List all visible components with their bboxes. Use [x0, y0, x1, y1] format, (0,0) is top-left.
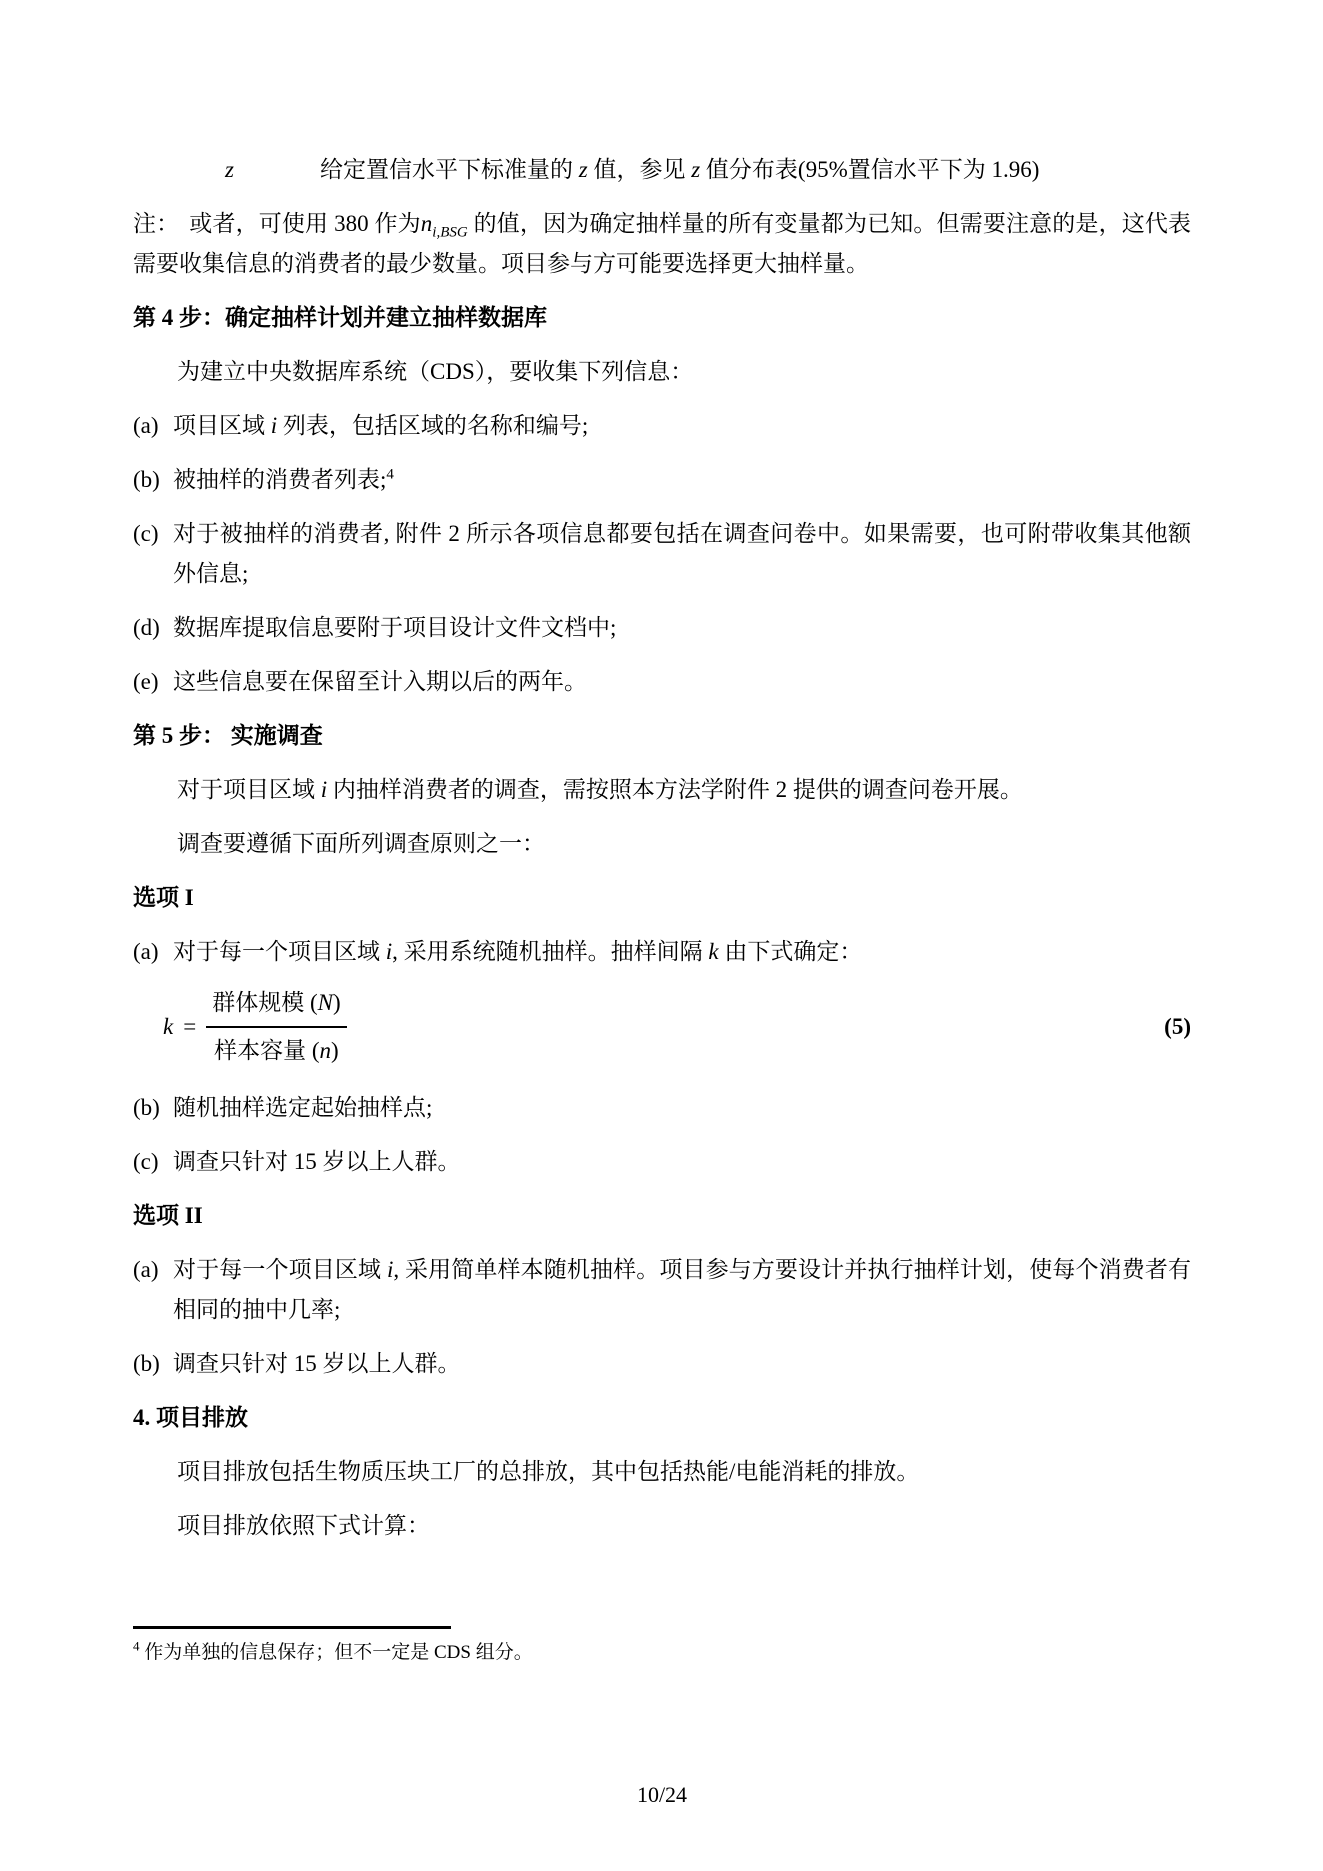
option2-heading: 选项 II: [133, 1203, 203, 1228]
equation-number: (5): [1164, 1014, 1191, 1039]
item-label: (d): [133, 615, 160, 640]
page-content: [133, 150, 1191, 1560]
section4-heading: 4. 项目排放: [133, 1405, 248, 1430]
step4-intro: 为建立中央数据库系统（CDS），要收集下列信息：: [177, 359, 694, 384]
footnote-separator-rule: [133, 1626, 451, 1629]
step5-paragraph-1: 对于项目区域 i 内抽样消费者的调查，需按照本方法学附件 2 提供的调查问卷开展。: [177, 777, 1023, 802]
option1-item-b: (b) 随机抽样选定起始抽样点;: [133, 1088, 1191, 1128]
var-i: i: [386, 1257, 394, 1282]
item-label: (b): [133, 1351, 160, 1376]
definition-text: 给定置信水平下标准量的 z 值，参见 z 值分布表(95%置信水平下为 1.96): [320, 157, 1040, 182]
page-number: 10/24: [636, 1782, 688, 1807]
var-i: i: [385, 939, 393, 964]
list-item-a: (a) 项目区域 i 列表，包括区域的名称和编号;: [133, 406, 1191, 446]
var-n: n: [420, 211, 433, 236]
item-label: (a): [133, 413, 159, 438]
list-item-c: (c) 对于被抽样的消费者, 附件 2 所示各项信息都要包括在调查问卷中。如果需要，也可附带收集其他额外信息;: [133, 514, 1191, 594]
fraction: [206, 986, 346, 1068]
var-z: z: [691, 157, 701, 182]
option1-item-a: (a) 对于每一个项目区域 i, 采用系统随机抽样。抽样间隔 k 由下式确定：: [133, 932, 1191, 972]
footnote-text: $^4$ 作为单独的信息保存；但不一定是 CDS 组分。: [133, 1638, 533, 1663]
option1-heading: 选项 I: [133, 885, 194, 910]
list-item-b: (b) 被抽样的消费者列表;$^4$: [133, 460, 1191, 500]
var-z: z: [578, 157, 588, 182]
note-paragraph: 注： 或者，可使用 380 作为$n_{i,BSG}$ 的值，因为确定抽样量的所有变量都为已知。但需要注意的是，这代表需要收集信息的消费者的最少数量。项目参与方可能要选择更大抽样量。: [133, 211, 1192, 276]
item-label: (e): [133, 669, 159, 694]
item-label: (b): [133, 467, 160, 492]
fraction-denominator: 样本容量 (n): [214, 1038, 339, 1063]
item-label: (b): [133, 1095, 160, 1120]
footnote-marker: 4: [133, 1638, 140, 1654]
section4-paragraph-1: 项目排放包括生物质压块工厂的总排放，其中包括热能/电能消耗的排放。: [177, 1459, 920, 1484]
var-n: n: [319, 1038, 332, 1063]
var-k: k: [708, 939, 719, 964]
section4-paragraph-2: 项目排放依照下式计算：: [177, 1513, 430, 1538]
option2-item-a: (a) 对于每一个项目区域 i, 采用简单样本随机抽样。项目参与方要设计并执行抽样计划，使每个消费者有相同的抽中几率;: [133, 1250, 1191, 1330]
equals-sign: =: [183, 1014, 197, 1039]
step4-heading: 第 4 步：确定抽样计划并建立抽样数据库: [133, 305, 547, 330]
var-N: N: [317, 990, 333, 1015]
item-label: (c): [133, 521, 159, 546]
var-i: i: [320, 777, 328, 802]
list-item-e: (e) 这些信息要在保留至计入期以后的两年。: [133, 662, 1191, 702]
var-n-subscript: i,BSG: [432, 224, 468, 241]
note-label: 注：: [133, 211, 180, 236]
fraction-numerator: 群体规模 (N): [206, 986, 346, 1028]
item-label: (a): [133, 939, 159, 964]
option1-item-c: (c) 调查只针对 15 岁以上人群。: [133, 1142, 1191, 1182]
option2-item-b: (b) 调查只针对 15 岁以上人群。: [133, 1344, 1191, 1384]
formula-lhs: k: [163, 1014, 174, 1039]
step5-heading: 第 5 步： 实施调查: [133, 723, 323, 748]
equation-5: [133, 986, 1191, 1068]
var-i: i: [270, 413, 278, 438]
item-label: (a): [133, 1257, 159, 1282]
definition-z: [133, 150, 1191, 190]
footnote-reference: 4: [386, 466, 394, 483]
footnote-area: [133, 1626, 1191, 1667]
definition-term: z: [225, 157, 234, 182]
step5-paragraph-2: 调查要遵循下面所列调查原则之一：: [177, 831, 545, 856]
sampling-interval-formula: [163, 986, 347, 1068]
item-label: (c): [133, 1149, 159, 1174]
list-item-d: (d) 数据库提取信息要附于项目设计文件文档中;: [133, 608, 1191, 648]
